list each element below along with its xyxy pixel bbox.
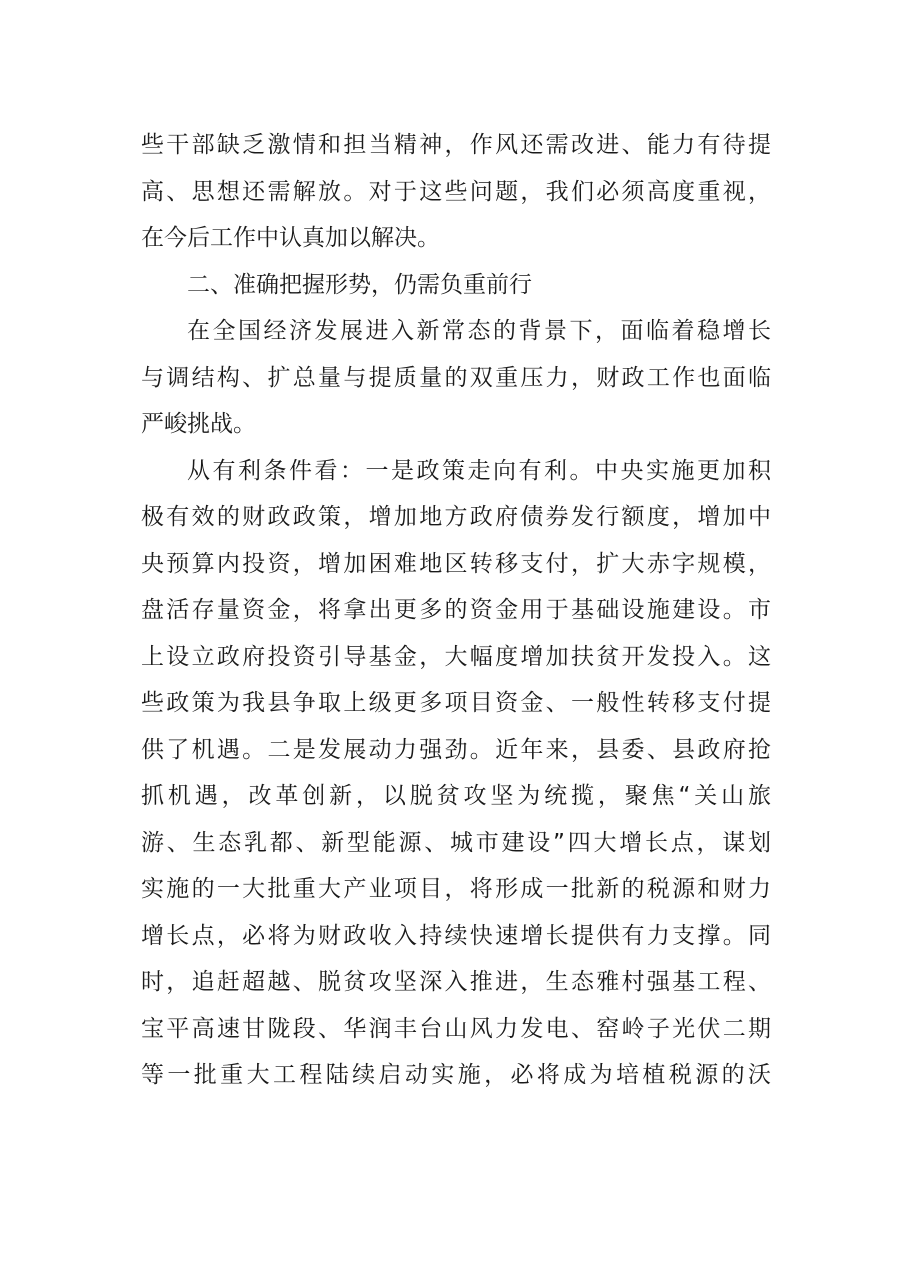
- text-line: 央预算内投资，增加困难地区转移支付，扩大赤字规模，: [141, 550, 771, 577]
- document-body: [141, 122, 771, 1099]
- text-line: 极有效的财政政策，增加地方政府债券发行额度，增加中: [141, 504, 771, 530]
- text-line: 供了机遇。二是发展动力强劲。近年来，县委、县政府抢: [141, 736, 771, 763]
- text-line: 游、生态乳都、新型能源、城市建设”四大增长点，谋划: [141, 829, 771, 856]
- text-line: 在今后工作中认真加以解决。: [141, 225, 440, 251]
- text-line: 盘活存量资金，将拿出更多的资金用于基础设施建设。市: [141, 597, 771, 623]
- text-line: 高、思想还需解放。对于这些问题，我们必须高度重视，: [141, 178, 771, 205]
- text-line: 抓机遇，改革创新，以脱贫攻坚为统揽，聚焦“关山旅: [141, 783, 771, 809]
- text-line: 上设立政府投资引导基金，大幅度增加扶贫开发投入。这: [141, 643, 771, 670]
- text-line: 时，追赶超越、脱贫攻坚深入推进，生态雅村强基工程、: [141, 969, 771, 995]
- text-line: 些政策为我县争取上级更多项目资金、一般性转移支付提: [141, 690, 771, 716]
- text-line: 在全国经济发展进入新常态的背景下，面临着稳增长: [187, 318, 771, 344]
- text-line: 增长点，必将为财政收入持续快速增长提供有力支撑。同: [141, 922, 771, 949]
- text-line: 与调结构、扩总量与提质量的双重压力，财政工作也面临: [141, 364, 771, 391]
- text-line: 些干部缺乏激情和担当精神，作风还需改进、能力有待提: [141, 132, 771, 158]
- text-line: 实施的一大批重大产业项目，将形成一批新的税源和财力: [141, 876, 771, 902]
- text-line: 从有利条件看：一是政策走向有利。中央实施更加积: [187, 457, 771, 484]
- text-line: 宝平高速甘陇段、华润丰台山风力发电、窑岭子光伏二期: [141, 1015, 771, 1042]
- text-line: 二、准确把握形势，仍需负重前行: [187, 271, 532, 298]
- text-line: 严峻挑战。: [141, 411, 256, 437]
- text-line: 等一批重大工程陆续启动实施，必将成为培植税源的沃: [141, 1062, 771, 1088]
